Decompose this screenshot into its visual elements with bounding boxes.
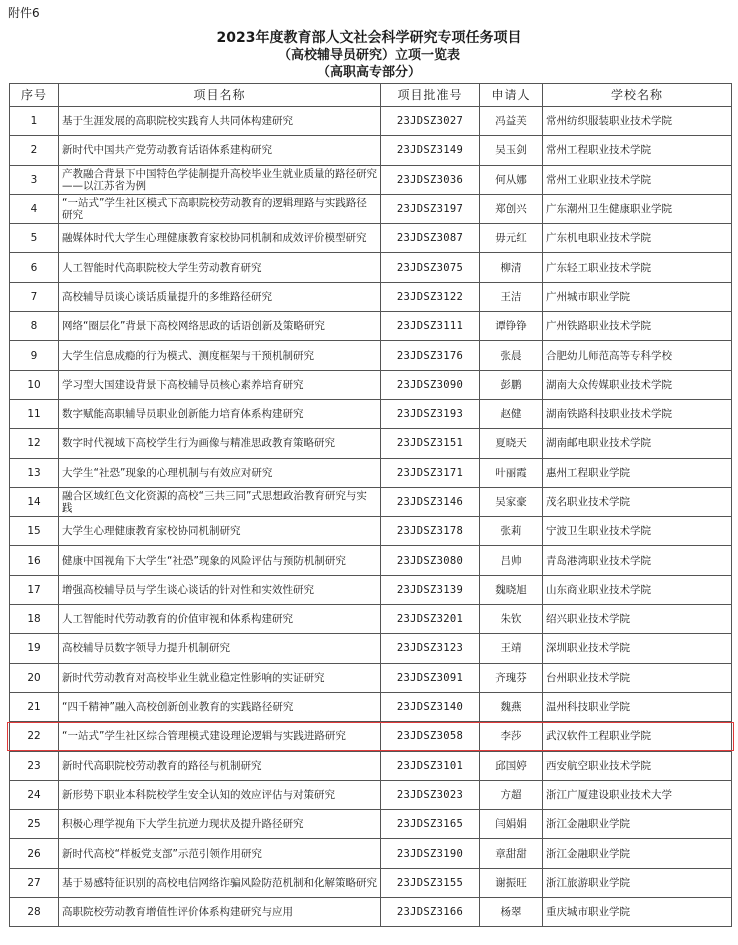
applicant-name: 王靖 xyxy=(480,634,543,663)
applicant-name: 夏晓天 xyxy=(480,429,543,458)
project-name: 数字时代视域下高校学生行为画像与精准思政教育策略研究 xyxy=(59,429,381,458)
school-name: 青岛港湾职业技术学院 xyxy=(543,546,732,575)
applicant-name: 王洁 xyxy=(480,282,543,311)
row-number: 19 xyxy=(10,634,59,663)
school-name: 湖南铁路科技职业技术学院 xyxy=(543,399,732,428)
school-name: 西安航空职业技术学院 xyxy=(543,751,732,780)
project-name: 高校辅导员谈心谈话质量提升的多维路径研究 xyxy=(59,282,381,311)
row-number: 16 xyxy=(10,546,59,575)
approval-number: 23JDSZ3036 xyxy=(381,165,480,194)
applicant-name: 闫娟娟 xyxy=(480,810,543,839)
applicant-name: 吴玉剑 xyxy=(480,136,543,165)
approval-number: 23JDSZ3166 xyxy=(381,898,480,927)
table-row xyxy=(10,663,732,692)
school-name: 常州纺织服装职业技术学院 xyxy=(543,107,732,136)
table-row xyxy=(10,898,732,927)
school-name: 广东机电职业技术学院 xyxy=(543,224,732,253)
row-number: 4 xyxy=(10,194,59,223)
approval-number: 23JDSZ3091 xyxy=(381,663,480,692)
applicant-name: 郑创兴 xyxy=(480,194,543,223)
approval-number: 23JDSZ3151 xyxy=(381,429,480,458)
approval-number: 23JDSZ3140 xyxy=(381,692,480,721)
table-row xyxy=(10,780,732,809)
approval-number: 23JDSZ3075 xyxy=(381,253,480,282)
project-name: 新形势下职业本科院校学生安全认知的效应评估与对策研究 xyxy=(59,780,381,809)
school-name: 台州职业技术学院 xyxy=(543,663,732,692)
school-name: 浙江旅游职业学院 xyxy=(543,868,732,897)
applicant-name: 张晨 xyxy=(480,341,543,370)
project-table xyxy=(9,83,732,927)
applicant-name: 章甜甜 xyxy=(480,839,543,868)
applicant-name: 吕帅 xyxy=(480,546,543,575)
approval-number: 23JDSZ3165 xyxy=(381,810,480,839)
applicant-name: 吴家豪 xyxy=(480,487,543,516)
project-name: 数字赋能高职辅导员职业创新能力培育体系构建研究 xyxy=(59,399,381,428)
row-number: 11 xyxy=(10,399,59,428)
school-name: 广州铁路职业技术学院 xyxy=(543,312,732,341)
table-row xyxy=(10,341,732,370)
approval-number: 23JDSZ3176 xyxy=(381,341,480,370)
row-number: 23 xyxy=(10,751,59,780)
table-body xyxy=(10,107,732,927)
approval-number: 23JDSZ3155 xyxy=(381,868,480,897)
column-header-no: 序号 xyxy=(10,84,59,107)
table-row xyxy=(10,282,732,311)
row-number: 22 xyxy=(10,722,59,751)
table-row xyxy=(10,605,732,634)
school-name: 宁波卫生职业技术学院 xyxy=(543,517,732,546)
school-name: 合肥幼儿师范高等专科学校 xyxy=(543,341,732,370)
row-number: 18 xyxy=(10,605,59,634)
row-number: 15 xyxy=(10,517,59,546)
project-name: 大学生“社恐”现象的心理机制与有效应对研究 xyxy=(59,458,381,487)
row-number: 10 xyxy=(10,370,59,399)
applicant-name: 朱钦 xyxy=(480,605,543,634)
project-name: 新时代劳动教育对高校毕业生就业稳定性影响的实证研究 xyxy=(59,663,381,692)
table-row xyxy=(10,692,732,721)
applicant-name: 邱国婷 xyxy=(480,751,543,780)
row-number: 24 xyxy=(10,780,59,809)
project-name: 基于生涯发展的高职院校实践育人共同体构建研究 xyxy=(59,107,381,136)
school-name: 温州科技职业学院 xyxy=(543,692,732,721)
approval-number: 23JDSZ3201 xyxy=(381,605,480,634)
table-row xyxy=(10,429,732,458)
table-row xyxy=(10,546,732,575)
applicant-name: 谭铮铮 xyxy=(480,312,543,341)
row-number: 20 xyxy=(10,663,59,692)
project-name: 积极心理学视角下大学生抗逆力现状及提升路径研究 xyxy=(59,810,381,839)
row-number: 28 xyxy=(10,898,59,927)
school-name: 茂名职业技术学院 xyxy=(543,487,732,516)
row-number: 26 xyxy=(10,839,59,868)
approval-number: 23JDSZ3146 xyxy=(381,487,480,516)
table-row xyxy=(10,868,732,897)
row-number: 7 xyxy=(10,282,59,311)
approval-number: 23JDSZ3090 xyxy=(381,370,480,399)
school-name: 湖南大众传媒职业技术学院 xyxy=(543,370,732,399)
row-number: 25 xyxy=(10,810,59,839)
table-row xyxy=(10,517,732,546)
table-row xyxy=(10,370,732,399)
school-name: 浙江金融职业学院 xyxy=(543,810,732,839)
project-name: 人工智能时代劳动教育的价值审视和体系构建研究 xyxy=(59,605,381,634)
row-number: 21 xyxy=(10,692,59,721)
approval-number: 23JDSZ3197 xyxy=(381,194,480,223)
table-row xyxy=(10,722,732,751)
project-name: 产教融合背景下中国特色学徒制提升高校毕业生就业质量的路径研究——以江苏省为例 xyxy=(59,165,381,194)
column-header-number: 项目批准号 xyxy=(381,84,480,107)
row-number: 1 xyxy=(10,107,59,136)
approval-number: 23JDSZ3023 xyxy=(381,780,480,809)
approval-number: 23JDSZ3139 xyxy=(381,575,480,604)
approval-number: 23JDSZ3122 xyxy=(381,282,480,311)
approval-number: 23JDSZ3101 xyxy=(381,751,480,780)
school-name: 浙江金融职业学院 xyxy=(543,839,732,868)
table-row xyxy=(10,751,732,780)
table-row xyxy=(10,458,732,487)
approval-number: 23JDSZ3149 xyxy=(381,136,480,165)
document-title xyxy=(0,30,738,81)
approval-number: 23JDSZ3193 xyxy=(381,399,480,428)
approval-number: 23JDSZ3171 xyxy=(381,458,480,487)
school-name: 常州工程职业技术学院 xyxy=(543,136,732,165)
project-name: 大学生信息成瘾的行为模式、测度框架与干预机制研究 xyxy=(59,341,381,370)
table-row xyxy=(10,194,732,223)
project-name: 网络“圈层化”背景下高校网络思政的话语创新及策略研究 xyxy=(59,312,381,341)
project-name: “一站式”学生社区综合管理模式建设理论逻辑与实践进路研究 xyxy=(59,722,381,751)
row-number: 12 xyxy=(10,429,59,458)
applicant-name: 李莎 xyxy=(480,722,543,751)
title-line-1: 2023年度教育部人文社会科学研究专项任务项目 xyxy=(216,30,522,46)
table-row xyxy=(10,136,732,165)
row-number: 2 xyxy=(10,136,59,165)
row-number: 9 xyxy=(10,341,59,370)
row-number: 5 xyxy=(10,224,59,253)
applicant-name: 方超 xyxy=(480,780,543,809)
school-name: 山东商业职业技术学院 xyxy=(543,575,732,604)
table-row xyxy=(10,487,732,516)
title-line-2: （高校辅导员研究）立项一览表 xyxy=(277,48,460,63)
applicant-name: 魏燕 xyxy=(480,692,543,721)
project-name: 新时代中国共产党劳动教育话语体系建构研究 xyxy=(59,136,381,165)
approval-number: 23JDSZ3058 xyxy=(381,722,480,751)
applicant-name: 何从娜 xyxy=(480,165,543,194)
applicant-name: 叶丽霞 xyxy=(480,458,543,487)
row-number: 8 xyxy=(10,312,59,341)
row-number: 17 xyxy=(10,575,59,604)
applicant-name: 齐瑰芬 xyxy=(480,663,543,692)
row-number: 3 xyxy=(10,165,59,194)
table-header-row xyxy=(10,84,732,107)
project-name: 基于易感特征识别的高校电信网络诈骗风险防范机制和化解策略研究 xyxy=(59,868,381,897)
table-row xyxy=(10,839,732,868)
row-number: 27 xyxy=(10,868,59,897)
applicant-name: 张莉 xyxy=(480,517,543,546)
school-name: 浙江广厦建设职业技术大学 xyxy=(543,780,732,809)
project-name: 融媒体时代大学生心理健康教育家校协同机制和成效评价模型研究 xyxy=(59,224,381,253)
title-line-3: （高职高专部分） xyxy=(316,65,421,80)
approval-number: 23JDSZ3087 xyxy=(381,224,480,253)
project-name: 健康中国视角下大学生“社恐”现象的风险评估与预防机制研究 xyxy=(59,546,381,575)
table-row xyxy=(10,312,732,341)
applicant-name: 冯益芙 xyxy=(480,107,543,136)
row-number: 13 xyxy=(10,458,59,487)
project-name: 人工智能时代高职院校大学生劳动教育研究 xyxy=(59,253,381,282)
column-header-applicant: 申请人 xyxy=(480,84,543,107)
project-name: 大学生心理健康教育家校协同机制研究 xyxy=(59,517,381,546)
school-name: 重庆城市职业学院 xyxy=(543,898,732,927)
school-name: 湖南邮电职业技术学院 xyxy=(543,429,732,458)
approval-number: 23JDSZ3080 xyxy=(381,546,480,575)
approval-number: 23JDSZ3178 xyxy=(381,517,480,546)
approval-number: 23JDSZ3190 xyxy=(381,839,480,868)
table-row xyxy=(10,107,732,136)
applicant-name: 赵健 xyxy=(480,399,543,428)
project-name: 高职院校劳动教育增值性评价体系构建研究与应用 xyxy=(59,898,381,927)
project-name: 新时代高校“样板党支部”示范引领作用研究 xyxy=(59,839,381,868)
school-name: 广东潮州卫生健康职业学院 xyxy=(543,194,732,223)
school-name: 常州工业职业技术学院 xyxy=(543,165,732,194)
column-header-school: 学校名称 xyxy=(543,84,732,107)
table-row xyxy=(10,399,732,428)
table-row xyxy=(10,575,732,604)
row-number: 14 xyxy=(10,487,59,516)
project-name: 融合区域红色文化资源的高校“三共三同”式思想政治教育研究与实践 xyxy=(59,487,381,516)
column-header-name: 项目名称 xyxy=(59,84,381,107)
applicant-name: 彭鹏 xyxy=(480,370,543,399)
project-name: “一站式”学生社区模式下高职院校劳动教育的逻辑理路与实践路径研究 xyxy=(59,194,381,223)
project-name: 学习型大国建设背景下高校辅导员核心素养培育研究 xyxy=(59,370,381,399)
school-name: 绍兴职业技术学院 xyxy=(543,605,732,634)
approval-number: 23JDSZ3123 xyxy=(381,634,480,663)
approval-number: 23JDSZ3111 xyxy=(381,312,480,341)
school-name: 武汉软件工程职业学院 xyxy=(543,722,732,751)
table-row xyxy=(10,634,732,663)
project-name: 新时代高职院校劳动教育的路径与机制研究 xyxy=(59,751,381,780)
applicant-name: 谢振旺 xyxy=(480,868,543,897)
project-name: “四千精神”融入高校创新创业教育的实践路径研究 xyxy=(59,692,381,721)
applicant-name: 毋元红 xyxy=(480,224,543,253)
school-name: 深圳职业技术学院 xyxy=(543,634,732,663)
attachment-label: 附件6 xyxy=(8,6,40,20)
school-name: 广东轻工职业技术学院 xyxy=(543,253,732,282)
row-number: 6 xyxy=(10,253,59,282)
school-name: 广州城市职业学院 xyxy=(543,282,732,311)
applicant-name: 柳清 xyxy=(480,253,543,282)
table-row xyxy=(10,224,732,253)
table-row xyxy=(10,810,732,839)
project-name: 增强高校辅导员与学生谈心谈话的针对性和实效性研究 xyxy=(59,575,381,604)
school-name: 惠州工程职业学院 xyxy=(543,458,732,487)
table-row xyxy=(10,253,732,282)
approval-number: 23JDSZ3027 xyxy=(381,107,480,136)
applicant-name: 杨翠 xyxy=(480,898,543,927)
applicant-name: 魏晓旭 xyxy=(480,575,543,604)
table-row xyxy=(10,165,732,194)
project-name: 高校辅导员数字领导力提升机制研究 xyxy=(59,634,381,663)
